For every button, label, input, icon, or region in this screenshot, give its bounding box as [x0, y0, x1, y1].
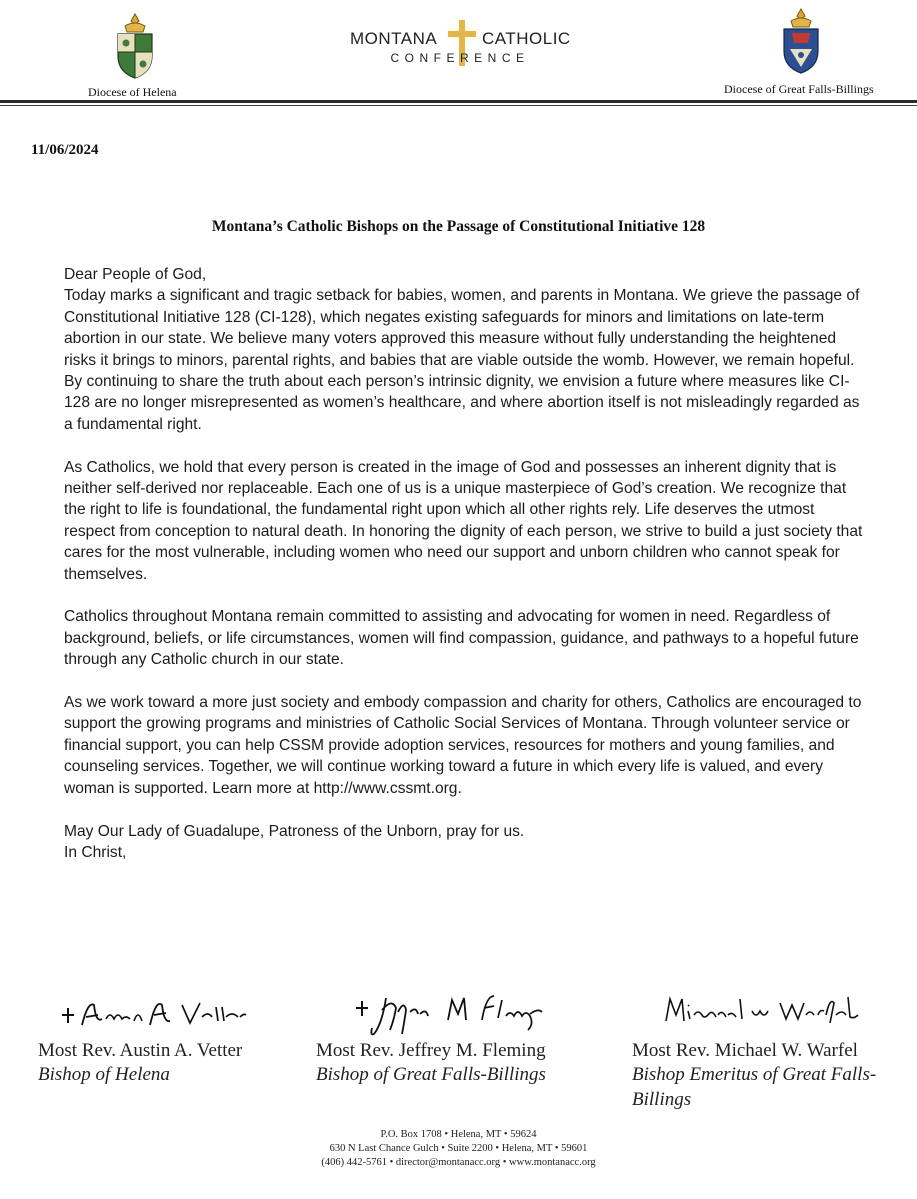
header-divider-thin	[0, 105, 917, 106]
signatory-title: Bishop of Helena	[38, 1064, 170, 1085]
signatory-1	[38, 1040, 298, 1087]
signatory-3	[632, 1040, 887, 1112]
paragraph-1: Today marks a significant and tragic setback for babies, women, and parents in Montana. We grieve the passage of Constitutional Initiative 128 (CI-128), which negates existing safeguards for minors and limitations on late-term abortion in our state. We believe many voters approved this measure without fully understanding the heightened risks it brings to minors, parental rights, and babies that are viable outside the womb. However, we remain hopeful. By continuing to share the truth about each person’s intrinsic dignity, we envision a future where measures like CI-128 are no longer misrepresented as women’s healthcare, and where abortion itself is not misleadingly regarded as a fundamental right.	[64, 287, 860, 433]
signatory-2	[316, 1040, 616, 1087]
paragraph-3: Catholics throughout Montana remain committed to assisting and advocating for women in need. Regardless of background, beliefs, or life circumstances, women will find compassion, guidance, and pathways to a hopeful future through any Catholic church in our state.	[64, 608, 859, 669]
footer-contact: (406) 442-5761 • director@montanacc.org • www.montanacc.org	[321, 1157, 596, 1168]
closing-prayer: May Our Lady of Guadalupe, Patroness of the Unborn, pray for us.	[64, 822, 525, 840]
diocese-of-helena-label: Diocese of Helena	[88, 85, 177, 99]
letterhead-footer	[0, 1128, 917, 1170]
signatory-name: Most Rev. Austin A. Vetter	[38, 1040, 243, 1061]
signatory-name: Most Rev. Michael W. Warfel	[632, 1040, 858, 1061]
signature-michael-warfel	[660, 993, 860, 1029]
paragraph-4: As we work toward a more just society and embody compassion and charity for others, Catholics are encouraged to support the growing programs and ministries of Catholic Social Services of Montana. Through volunteer service or financial support, you can help CSSM provide adoption services, resources for mothers and young families, and counseling services. Together, we will continue working toward a future in which every life is valued, and every woman is supported. Learn more at http://www.cssmt.org.	[64, 694, 862, 797]
letter-body	[64, 264, 864, 863]
closing: In Christ,	[64, 843, 127, 861]
diocese-of-great-falls-billings-label: Diocese of Great Falls-Billings	[724, 82, 874, 96]
diocese-of-helena-crest-icon	[112, 12, 158, 80]
logo-word-montana: MONTANA	[350, 29, 438, 48]
signature-jeffrey-fleming	[352, 990, 547, 1038]
logo-word-catholic: CATHOLIC	[482, 29, 571, 48]
footer-street-address: 630 N Last Chance Gulch • Suite 2200 • Helena, MT • 59601	[329, 1143, 588, 1154]
montana-catholic-conference-logo	[340, 14, 580, 74]
paragraph-2: As Catholics, we hold that every person is created in the image of God and possesses an inherent dignity that is neither self-derived nor replaceable. Each one of us is a unique masterpiece of God’s creation. We recognize that the right to life is foundational, the fundamental right upon which all other rights rely. Life deserves the utmost respect from conception to natural death. In honoring the dignity of each person, we strive to build a just society that cares for the most vulnerable, including women who need our support and unborn children who cannot speak for themselves.	[64, 458, 863, 583]
footer-po-box: P.O. Box 1708 • Helena, MT • 59624	[380, 1129, 537, 1140]
signatory-title: Bishop of Great Falls-Billings	[316, 1064, 546, 1085]
salutation: Dear People of God,	[64, 266, 207, 283]
diocese-of-great-falls-billings-crest-icon	[778, 7, 824, 75]
letter-headline: Montana’s Catholic Bishops on the Passage of Constitutional Initiative 128	[211, 218, 706, 235]
letter-date: 11/06/2024	[31, 142, 99, 158]
logo-conference-label: CONFERENCE	[390, 51, 530, 65]
signatory-title: Bishop Emeritus of Great Falls-Billings	[632, 1064, 877, 1110]
signatory-name: Most Rev. Jeffrey M. Fleming	[316, 1040, 546, 1061]
signature-austin-vetter	[58, 995, 248, 1035]
header-divider	[0, 100, 917, 103]
